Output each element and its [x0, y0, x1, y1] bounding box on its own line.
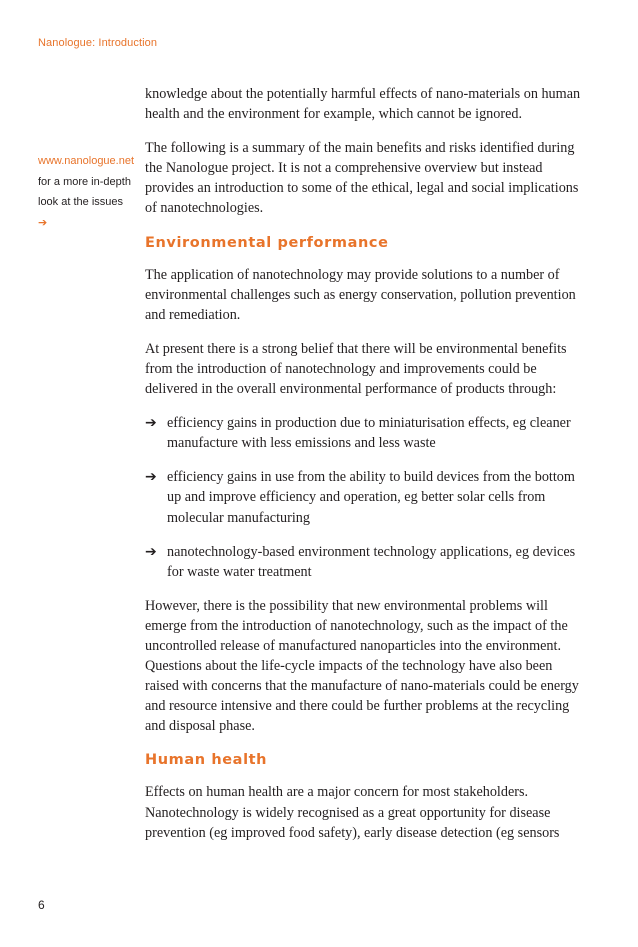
bullet-text: efficiency gains in use from the ability to build devices from the bottom up and improve efficiency and operation, eg better solar cells from molecular manufacturing — [167, 469, 575, 526]
page-number: 6 — [38, 898, 45, 912]
intro-continuation-paragraph: knowledge about the potentially harmful effects of nano-materials on human health and the environment for example, which cannot be ignored. — [145, 86, 581, 123]
list-item — [145, 467, 585, 527]
list-item — [145, 413, 585, 453]
health-paragraph-1: Effects on human health are a major concern for most stakeholders. Nanotechnology is widely recognised as a great opportunity for disease prevention (eg improved food safety), early disease detection (eg sensors — [145, 784, 560, 841]
running-header: Nanologue: Introduction — [38, 37, 158, 49]
summary-paragraph: The following is a summary of the main benefits and risks identified during the Nanologue project. It is not a comprehensive overview but instead provides an introduction to some of the ethical, legal and social implications of nanotechnologies. — [145, 140, 579, 217]
list-item — [145, 542, 585, 582]
env-paragraph-1: The application of nanotechnology may provide solutions to a number of environmental challenges such as energy conservation, pollution prevention and remediation. — [145, 266, 576, 323]
bullet-arrow-icon: ➔ — [145, 415, 157, 432]
human-health-heading: Human health — [145, 752, 268, 769]
sidebar-note — [38, 151, 134, 233]
main-text-column — [145, 84, 585, 857]
env-paragraph-2: At present there is a strong belief that there will be environmental benefits from the introduction of nanotechnology and improvements could be delivered in the overall environmental performance of products through: — [145, 340, 567, 398]
right-arrow-icon: ➔ — [38, 216, 48, 229]
bullet-arrow-icon: ➔ — [145, 469, 157, 486]
bullet-text: nanotechnology-based environment technology applications, eg devices for waste water treatment — [167, 543, 576, 580]
sidebar-note-text: for a more in-depth look at the issues — [38, 175, 131, 208]
environmental-performance-heading: Environmental performance — [145, 234, 389, 251]
bullet-arrow-icon: ➔ — [145, 543, 157, 560]
env-paragraph-3: However, there is the possibility that new environmental problems will emerge from the introduction of nanotechnology, such as the impact of the uncontrolled release of manufactured nanoparticles into the environment. Questions about the life-cycle impacts of the technology have also been raised with concerns that the manufacture of nano-materials could be energy and resource intensive and there could be further problems at the recycling and disposal phase. — [145, 597, 579, 735]
nanologue-link[interactable]: www.nanologue.net — [38, 155, 135, 167]
bullet-text: efficiency gains in production due to miniaturisation effects, eg cleaner manufacture with less emissions and less waste — [167, 415, 571, 452]
